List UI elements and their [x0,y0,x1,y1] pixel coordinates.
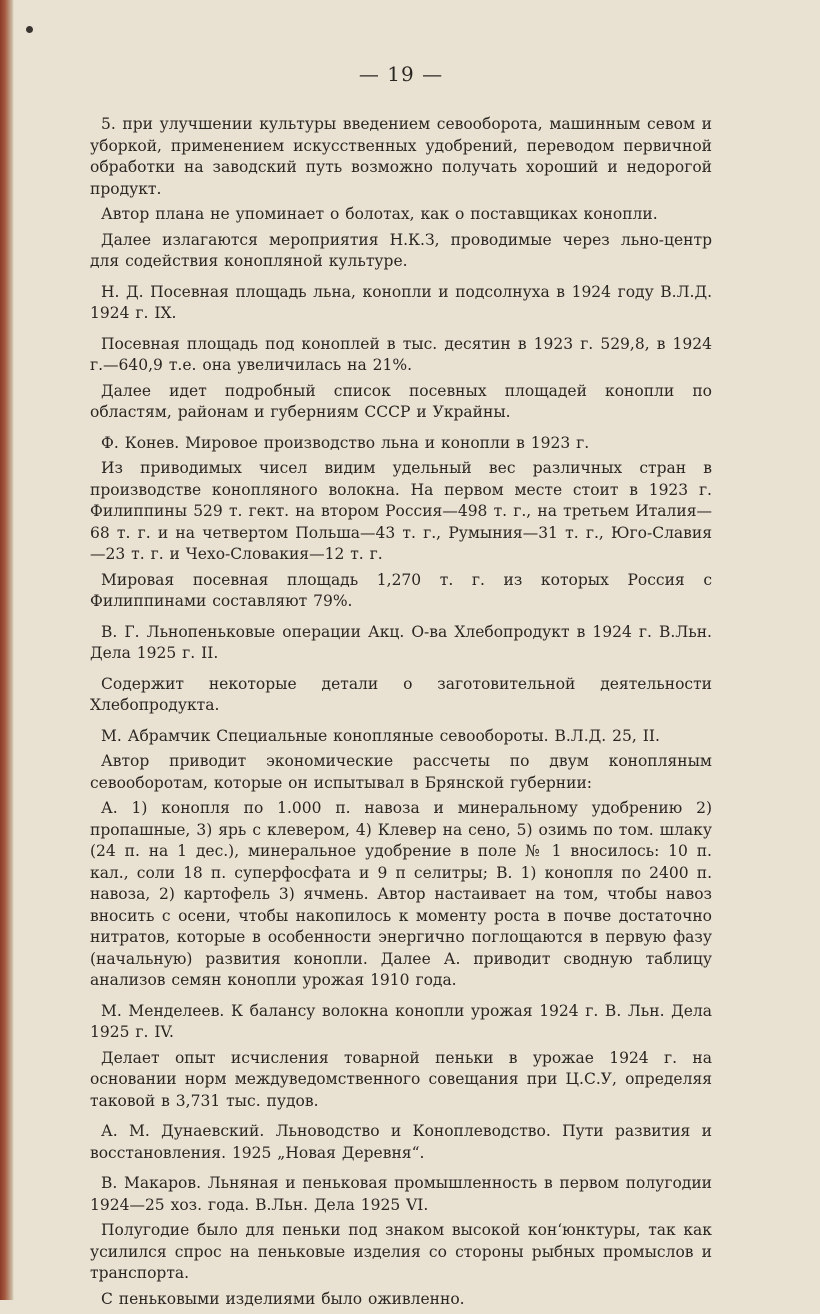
paragraph: Автор приводит экономические рассчеты по двум конопляным севооборотам, которые он испытывал в Брянской губернии: [90,752,712,792]
bibliography-entry: В. Г. Льнопеньковые операции Акц. О-ва Хлебопродукт в 1924 г. В.Льн. Дела 1925 г. II. [90,622,712,662]
bibliography-entry: А. М. Дунаевский. Льноводство и Коноплеводство. Пути развития и восстановления. 1925 „Новая Деревня“. [90,1122,712,1162]
paragraph: Далее излагаются мероприятия Н.К.З, проводимые через льно-центр для содействия конопляной культуре. [90,230,712,270]
paragraph: С пеньковыми изделиями было оживленно. [101,1289,465,1308]
paragraph: Мировая посевная площадь 1,270 т. г. из которых Россия с Филиппинами составляют 79%. [90,570,712,610]
page-body [90,62,712,1314]
bibliography-entry: М. Абрамчик Специальные конопляные севообороты. В.Л.Д. 25, II. [101,726,660,745]
paragraph: 5. при улучшении культуры введением севооборота, машинным севом и уборкой, применением искусственных удобрений, переводом первичной обработки на заводский путь возможно получать хороший и недорогой продукт. [90,115,712,198]
paragraph: А. 1) конопля по 1.000 п. навоза и минеральному удобрению 2) пропашные, 3) ярь с клевером, 4) Клевер на сено, 5) озимь по том. шлаку (24 п. на 1 дес.), минеральное удобрение в поле № 1 вносилось: 10 п. кал., соли 18 п. суперфосфата и 9 п селитры; В. 1) конопля по 2400 п. навоза, 2) картофель 3) ячмень. Автор настаивает на том, чтобы навоз вносить с осени, чтобы накопилось к моменту роста в почве достаточно нитратов, которые в особенности энергично поглощаются в первую фазу (начальную) развития конопли. Далее А. приводит сводную таблицу анализов семян конопли урожая 1910 года. [90,799,712,989]
paragraph: Из приводимых чисел видим удельный вес различных стран в производстве конопляного волокна. На первом месте стоит в 1923 г. Филиппины 529 т. гект. на втором Россия—498 т. г., на третьем Италия—68 т. г. и на четвертом Польша—43 т. г., Румыния—31 т. г., Юго-Славия—23 т. г. и Чехо-Словакия—12 т. г. [90,459,712,563]
margin-mark [26,26,33,33]
bibliography-entry: Ф. Конев. Мировое производство льна и конопли в 1923 г. [101,433,590,452]
page-number: — 19 — [358,62,444,86]
bibliography-entry: В. Макаров. Льняная и пеньковая промышленность в первом полугодии 1924—25 хоз. года. В.Льн. Дела 1925 VI. [90,1174,712,1214]
bibliography-entry: Н. Д. Посевная площадь льна, конопли и подсолнуха в 1924 году В.Л.Д. 1924 г. IX. [90,282,712,322]
paragraph: Полугодие было для пеньки под знаком высокой кон‘юнктуры, так как усилился спрос на пеньковые изделия со стороны рыбных промыслов и транспорта. [90,1221,712,1282]
paragraph: Делает опыт исчисления товарной пеньки в урожае 1924 г. на основании норм междуведомственного совещания при Ц.С.У, определяя таковой в 3,731 тыс. пудов. [90,1048,712,1110]
bibliography-entry: М. Менделеев. К балансу волокна конопли урожая 1924 г. В. Льн. Дела 1925 г. IV. [90,1001,712,1041]
paragraph: Посевная площадь под коноплей в тыс. десятин в 1923 г. 529,8, в 1924 г.—640,9 т.е. она увеличилась на 21%. [90,334,712,374]
paragraph: Автор плана не упоминает о болотах, как о поставщиках конопли. [101,205,658,223]
paragraph: Содержит некоторые детали о заготовительной деятельности Хлебопродукта. [90,674,712,714]
paragraph: Далее идет подробный список посевных площадей конопли по областям, районам и губерниям СССР и Украйны. [90,381,712,421]
book-spine-edge [0,0,14,1300]
